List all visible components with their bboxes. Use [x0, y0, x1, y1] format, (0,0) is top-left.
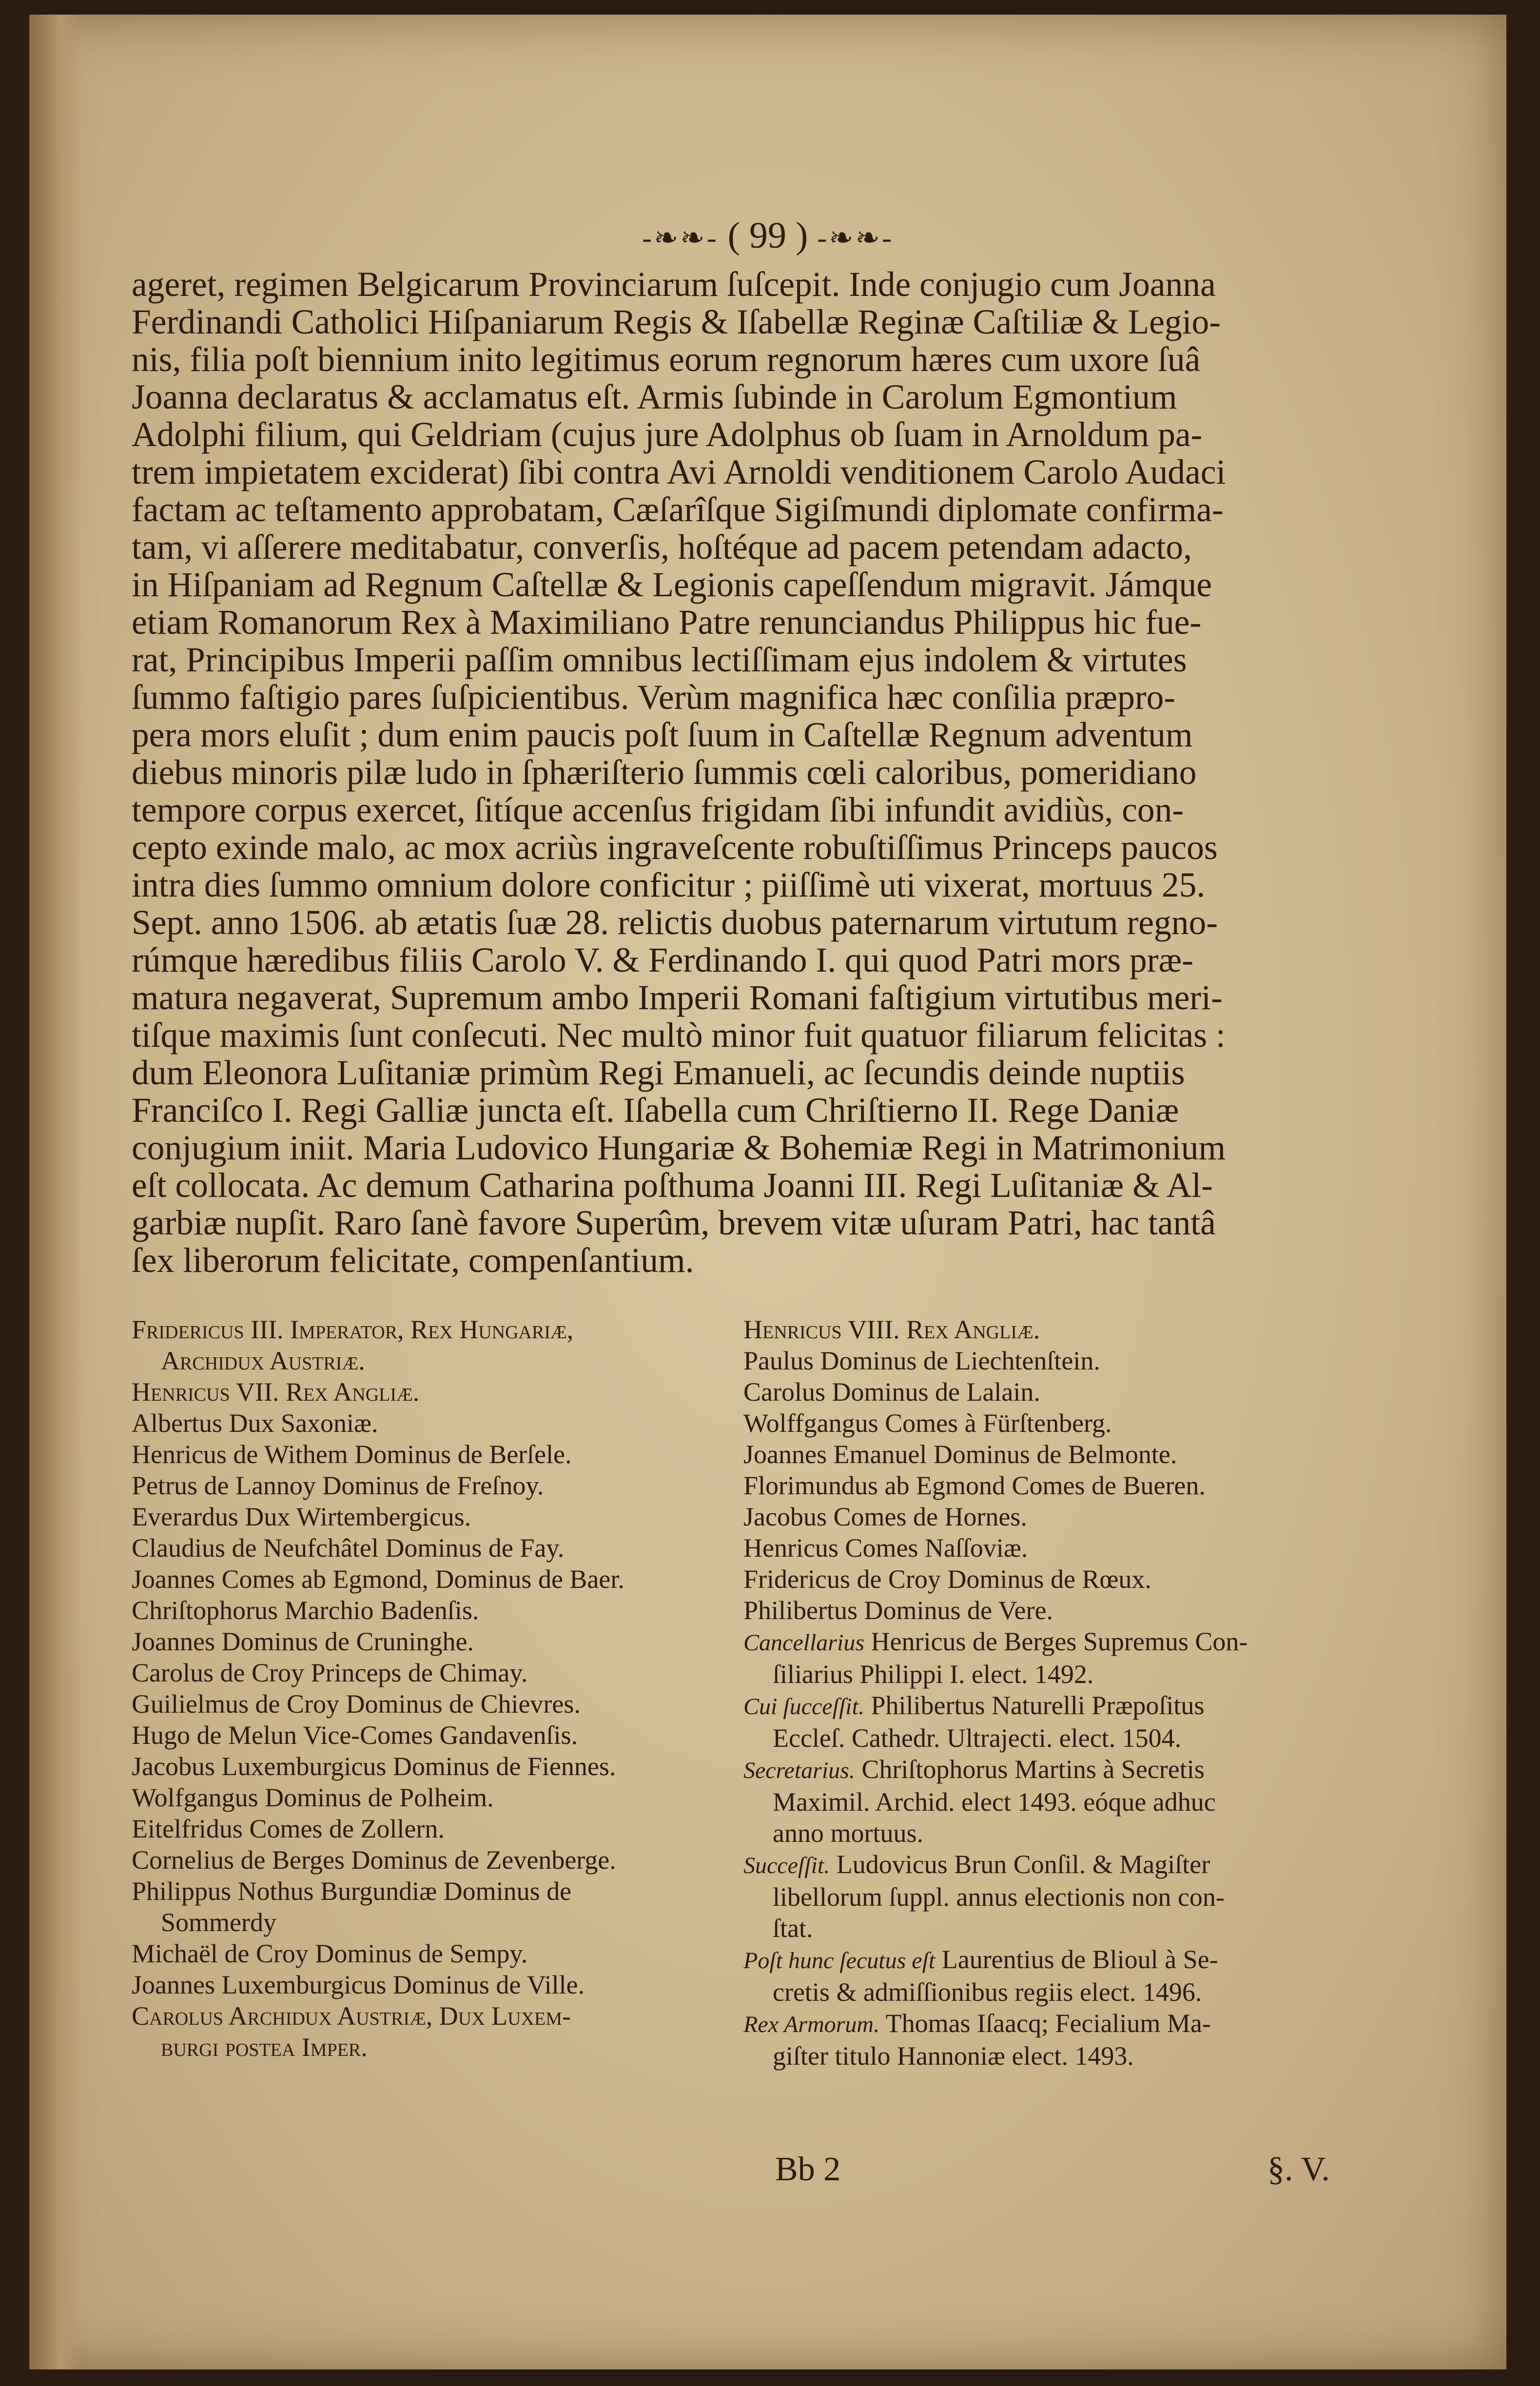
text-line: Ferdinandi Catholici Hiſpaniarum Regis & Iſabellæ Reginæ Caſtiliæ & Legio-	[132, 303, 1221, 341]
list-item-text: Joannes Emanuel Dominus de Belmonte.	[743, 1440, 1177, 1469]
office-label: Rex Armorum.	[743, 2012, 880, 2037]
list-item-text: libellorum ſuppl. annus electionis non con-	[773, 1882, 1225, 1912]
text-line: tempore corpus exercet, ſitíque accenſus frigidam ſibi infundit avidiùs, con-	[132, 791, 1184, 829]
list-item: Everardus Dux Wirtembergicus.	[132, 1502, 471, 1531]
list-item-text: cretis & admiſſionibus regiis elect. 1496.	[773, 1977, 1202, 2007]
list-item: Hugo de Melun Vice-Comes Gandavenſis.	[132, 1721, 578, 1750]
text-line: Sept. anno 1506. ab ætatis ſuæ 28. relictis duobus paternarum virtutum regno-	[132, 903, 1218, 942]
list-item	[743, 1913, 1377, 1944]
list-item	[743, 1754, 1377, 1786]
list-item-text: Laurentius de Blioul à Se-	[941, 1945, 1218, 1974]
list-item-text: Carolus Dominus de Lalain.	[743, 1377, 1040, 1407]
text-line: trem impietatem exciderat) ſibi contra Avi Arnoldi venditionem Carolo Audaci	[132, 453, 1226, 491]
list-item	[743, 2040, 1377, 2072]
text-line: factam ac teſtamento approbatam, Cæſarîſque Sigiſmundi diplomate confirma-	[132, 490, 1224, 529]
left-name-list	[132, 1314, 731, 2063]
list-item: Claudius de Neufchâtel Dominus de Fay.	[132, 1533, 565, 1563]
list-item-text: ſtat.	[773, 1914, 813, 1943]
list-item	[743, 1314, 1377, 1345]
text-line: cepto exinde malo, ac mox acriùs ingraveſcente robuſtiſſimus Princeps paucos	[132, 828, 1218, 867]
list-item: Carolus de Croy Princeps de Chimay.	[132, 1658, 528, 1687]
list-item-text: Philibertus Naturelli Præpoſitus	[871, 1691, 1205, 1720]
text-line: diebus minoris pilæ ludo in ſphæriſterio ſummis cœli caloribus, pomeridiano	[132, 753, 1197, 792]
text-line: conjugium iniit. Maria Ludovico Hungariæ & Bohemiæ Regi in Matrimonium	[132, 1129, 1226, 1167]
text-line: tiſque maximis ſunt conſecuti. Nec multò minor fuit quatuor filiarum felicitas :	[132, 1016, 1226, 1055]
list-item: Albertus Dux Saxoniæ.	[132, 1408, 378, 1438]
list-item-text: giſter titulo Hannoniæ elect. 1493.	[773, 2041, 1134, 2071]
list-item	[743, 1376, 1377, 1408]
list-item: Michaël de Croy Dominus de Sempy.	[132, 1939, 528, 1968]
text-line: garbiæ nupſit. Raro ſanè favore Superûm, brevem vitæ uſuram Patri, hac tantâ	[132, 1204, 1216, 1242]
text-line: ageret, regimen Belgicarum Provinciarum ſuſcepit. Inde conjugio cum Joanna	[132, 265, 1216, 304]
office-label: Poſt hunc ſecutus eſt	[743, 1948, 936, 1974]
list-item: Joannes Comes ab Egmond, Dominus de Baer.	[132, 1565, 624, 1594]
text-line: ſex liberorum felicitate, compenſantium.	[132, 1241, 694, 1280]
list-item: Chriſtophorus Marchio Badenſis.	[132, 1596, 479, 1625]
list-item	[743, 1501, 1377, 1532]
list-item: Henricus VII. Rex Angliæ.	[132, 1377, 420, 1407]
list-item	[743, 1470, 1377, 1501]
list-item	[743, 1659, 1377, 1690]
list-item: Petrus de Lannoy Dominus de Freſnoy.	[132, 1471, 544, 1500]
text-line: matura negaverat, Supremum ambo Imperii Romani faſtigium virtutibus meri-	[132, 978, 1223, 1017]
text-line: dum Eleonora Luſitaniæ primùm Regi Emanueli, ac ſecundis deinde nuptiis	[132, 1054, 1185, 1092]
page-number: ( 99 )	[727, 215, 808, 256]
list-item-text: Henricus VIII. Rex Angliæ.	[743, 1315, 1040, 1344]
list-item: Philippus Nothus Burgundiæ Dominus de	[132, 1877, 572, 1906]
list-item: Joannes Dominus de Cruninghe.	[132, 1627, 474, 1656]
list-item-text: Paulus Dominus de Liechtenſtein.	[743, 1346, 1100, 1375]
text-line: Joanna declaratus & acclamatus eſt. Armis ſubinde in Carolum Egmontium	[132, 378, 1177, 416]
book-page	[29, 15, 1506, 2369]
list-item: Jacobus Luxemburgicus Dominus de Fiennes.	[132, 1752, 616, 1781]
list-item-text: Chriſtophorus Martins à Secretis	[861, 1755, 1205, 1784]
text-line: etiam Romanorum Rex à Maximiliano Patre renunciandus Philippus hic fue-	[132, 603, 1202, 642]
list-item: Carolus Archidux Austriæ, Dux Luxem-	[132, 2001, 571, 2031]
list-item-text: anno mortuus.	[773, 1819, 923, 1848]
list-item-text: Philibertus Dominus de Vere.	[743, 1596, 1053, 1625]
list-item	[743, 1944, 1377, 1976]
list-item: Fridericus III. Imperator, Rex Hungariæ,	[132, 1315, 574, 1344]
list-item	[743, 1690, 1377, 1722]
list-item	[743, 1849, 1377, 1881]
page-header	[29, 215, 1506, 257]
list-item: Henricus de Withem Dominus de Berſele.	[132, 1440, 572, 1469]
list-item-text: Henricus Comes Naſſoviæ.	[743, 1533, 1028, 1563]
ornament-left: -❧❧-	[642, 222, 719, 254]
list-item	[743, 1722, 1377, 1754]
catchword: §. V.	[1267, 2151, 1330, 2188]
list-item-text: Thomas Iſaacq; Fecialium Ma-	[885, 2009, 1211, 2038]
text-line: in Hiſpaniam ad Regnum Caſtellæ & Legionis capeſſendum migravit. Jámque	[132, 566, 1212, 604]
list-item-text: Jacobus Comes de Hornes.	[743, 1502, 1027, 1531]
list-item	[743, 1976, 1377, 2008]
list-item	[743, 1626, 1377, 1659]
office-label: Cancellarius	[743, 1630, 864, 1656]
text-line: tam, vi aſſerere meditabatur, converſis, hoſtéque ad pacem petendam adacto,	[132, 528, 1192, 567]
binding-shadow	[29, 15, 83, 2369]
list-item: Sommerdy	[161, 1908, 276, 1937]
text-line: eſt collocata. Ac demum Catharina poſthuma Joanni III. Regi Luſitaniæ & Al-	[132, 1166, 1213, 1205]
right-name-list	[743, 1314, 1377, 2072]
list-item-text: Maximil. Archid. elect 1493. eóque adhuc	[773, 1787, 1216, 1817]
list-item	[743, 1595, 1377, 1626]
list-item: Archidux Austriæ.	[161, 1346, 365, 1375]
list-item	[743, 1532, 1377, 1564]
text-line: intra dies ſummo omnium dolore conficitur ; piiſſimè uti vixerat, mortuus 25.	[132, 866, 1206, 904]
list-item: Wolfgangus Dominus de Polheim.	[132, 1783, 494, 1812]
signature-mark: Bb 2	[775, 2151, 841, 2188]
office-label: Secretarius.	[743, 1758, 855, 1783]
list-item: burgi poſtea Imper.	[161, 2033, 368, 2062]
text-line: rat, Principibus Imperii paſſim omnibus lectiſſimam ejus indolem & virtutes	[132, 641, 1187, 679]
list-item-text: ſiliarius Philippi I. elect. 1492.	[773, 1660, 1094, 1689]
list-item	[743, 1439, 1377, 1470]
list-item-text: Eccleſ. Cathedr. Ultrajecti. elect. 1504.	[773, 1723, 1182, 1753]
text-line: Adolphi filium, qui Geldriam (cujus jure Adolphus ob ſuam in Arnoldum pa-	[132, 415, 1203, 454]
list-item	[743, 1408, 1377, 1439]
ornament-right: -❧❧-	[817, 222, 894, 254]
list-item-text: Henricus de Berges Supremus Con-	[871, 1627, 1248, 1656]
list-item	[743, 1786, 1377, 1818]
list-item-text: Ludovicus Brun Conſil. & Magiſter	[836, 1850, 1210, 1879]
list-item	[743, 2008, 1377, 2040]
office-label: Cui ſucceſſit.	[743, 1694, 864, 1720]
list-item-text: Fridericus de Croy Dominus de Rœux.	[743, 1565, 1151, 1594]
list-item	[743, 1881, 1377, 1913]
text-line: pera mors eluſit ; dum enim paucis poſt ſuum in Caſtellæ Regnum adventum	[132, 716, 1193, 754]
text-line: ſummo faſtigio pares ſuſpicientibus. Verùm magnifica hæc conſilia præpro-	[132, 678, 1176, 717]
list-item	[743, 1564, 1377, 1595]
list-item-text: Wolffgangus Comes à Fürſtenberg.	[743, 1408, 1112, 1438]
list-item-text: Florimundus ab Egmond Comes de Bueren.	[743, 1471, 1206, 1500]
text-line: rúmque hæredibus filiis Carolo V. & Ferdinando I. qui quod Patri mors præ-	[132, 941, 1193, 979]
list-item	[743, 1818, 1377, 1849]
text-line: Franciſco I. Regi Galliæ juncta eſt. Iſabella cum Chriſtierno II. Rege Daniæ	[132, 1091, 1179, 1130]
list-item: Cornelius de Berges Dominus de Zevenberge.	[132, 1845, 616, 1875]
list-item: Guilielmus de Croy Dominus de Chievres.	[132, 1689, 581, 1719]
list-item: Joannes Luxemburgicus Dominus de Ville.	[132, 1970, 585, 1999]
text-line: nis, filia poſt biennium inito legitimus eorum regnorum hæres cum uxore ſuâ	[132, 340, 1201, 379]
list-item: Eitelfridus Comes de Zollern.	[132, 1814, 445, 1843]
main-paragraph	[132, 266, 1360, 1279]
office-label: Succeſſit.	[743, 1853, 830, 1878]
list-item	[743, 1345, 1377, 1376]
